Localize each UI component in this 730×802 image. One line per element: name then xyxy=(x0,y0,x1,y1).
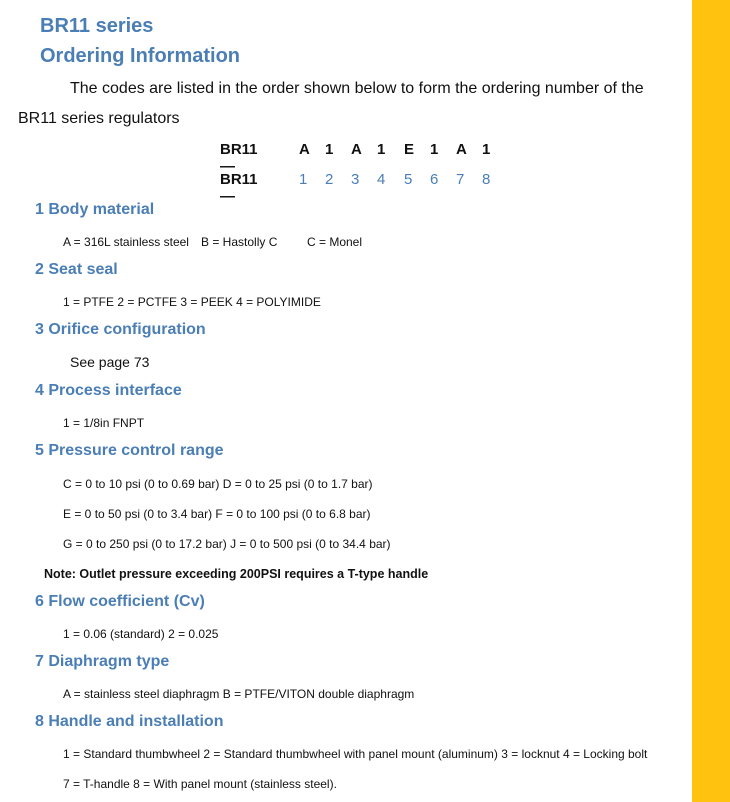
section-heading-body-material: 1 Body material xyxy=(35,201,155,218)
body-material-option-a: A = 316L stainless steel xyxy=(63,235,189,249)
code-example-char: E xyxy=(404,141,415,158)
body-material-option-c: C = Monel xyxy=(307,235,363,249)
code-prefix: BR11 — xyxy=(220,171,258,205)
section-heading-diaphragm-type: 7 Diaphragm type xyxy=(35,653,170,670)
code-position-number: 2 xyxy=(325,171,334,188)
yellow-sidebar-band xyxy=(692,0,730,802)
code-example-char: 1 xyxy=(377,141,386,158)
code-example-char: A xyxy=(299,141,310,158)
handle-options-line-1: 1 = Standard thumbwheel 2 = Standard thumbwheel with panel mount (aluminum) 3 = locknut 4 = Locking bolt xyxy=(63,747,648,761)
code-position-number: 6 xyxy=(430,171,439,188)
page-title: Ordering Information xyxy=(40,45,240,67)
code-position-number: 3 xyxy=(351,171,360,188)
section-heading-pressure-control-range: 5 Pressure control range xyxy=(35,442,224,459)
code-example-char: A xyxy=(351,141,362,158)
code-position-number: 1 xyxy=(299,171,308,188)
code-position-number: 4 xyxy=(377,171,386,188)
series-title: BR11 series xyxy=(40,15,154,37)
pressure-range-line-1: C = 0 to 10 psi (0 to 0.69 bar) D = 0 to 25 psi (0 to 1.7 bar) xyxy=(63,477,373,491)
section-heading-seat-seal: 2 Seat seal xyxy=(35,261,118,278)
code-position-number: 7 xyxy=(456,171,465,188)
intro-line-2: BR11 series regulators xyxy=(18,110,180,127)
diaphragm-type-options: A = stainless steel diaphragm B = PTFE/VITON double diaphragm xyxy=(63,687,415,701)
section-heading-flow-coefficient: 6 Flow coefficient (Cv) xyxy=(35,593,205,610)
section-heading-orifice-configuration: 3 Orifice configuration xyxy=(35,321,206,338)
code-position-number: 8 xyxy=(482,171,491,188)
pressure-range-line-2: E = 0 to 50 psi (0 to 3.4 bar) F = 0 to 100 psi (0 to 6.8 bar) xyxy=(63,507,371,521)
pressure-range-line-3: G = 0 to 250 psi (0 to 17.2 bar) J = 0 to 500 psi (0 to 34.4 bar) xyxy=(63,537,391,551)
handle-options-line-2: 7 = T-handle 8 = With panel mount (stainless steel). xyxy=(63,777,337,791)
code-example-char: 1 xyxy=(430,141,439,158)
seat-seal-options: 1 = PTFE 2 = PCTFE 3 = PEEK 4 = POLYIMIDE xyxy=(63,295,321,309)
intro-line-1: The codes are listed in the order shown below to form the ordering number of the xyxy=(70,80,644,97)
flow-coefficient-options: 1 = 0.06 (standard) 2 = 0.025 xyxy=(63,627,219,641)
code-prefix: BR11 — xyxy=(220,141,258,175)
process-interface-options: 1 = 1/8in FNPT xyxy=(63,416,145,430)
orifice-see-page: See page 73 xyxy=(70,354,150,370)
code-position-number: 5 xyxy=(404,171,413,188)
pressure-note: Note: Outlet pressure exceeding 200PSI requires a T-type handle xyxy=(44,567,429,581)
code-example-char: 1 xyxy=(482,141,491,158)
body-material-option-b: B = Hastolly C xyxy=(201,235,278,249)
section-heading-process-interface: 4 Process interface xyxy=(35,382,182,399)
section-heading-handle-installation: 8 Handle and installation xyxy=(35,713,224,730)
code-example-char: A xyxy=(456,141,467,158)
code-example-char: 1 xyxy=(325,141,334,158)
